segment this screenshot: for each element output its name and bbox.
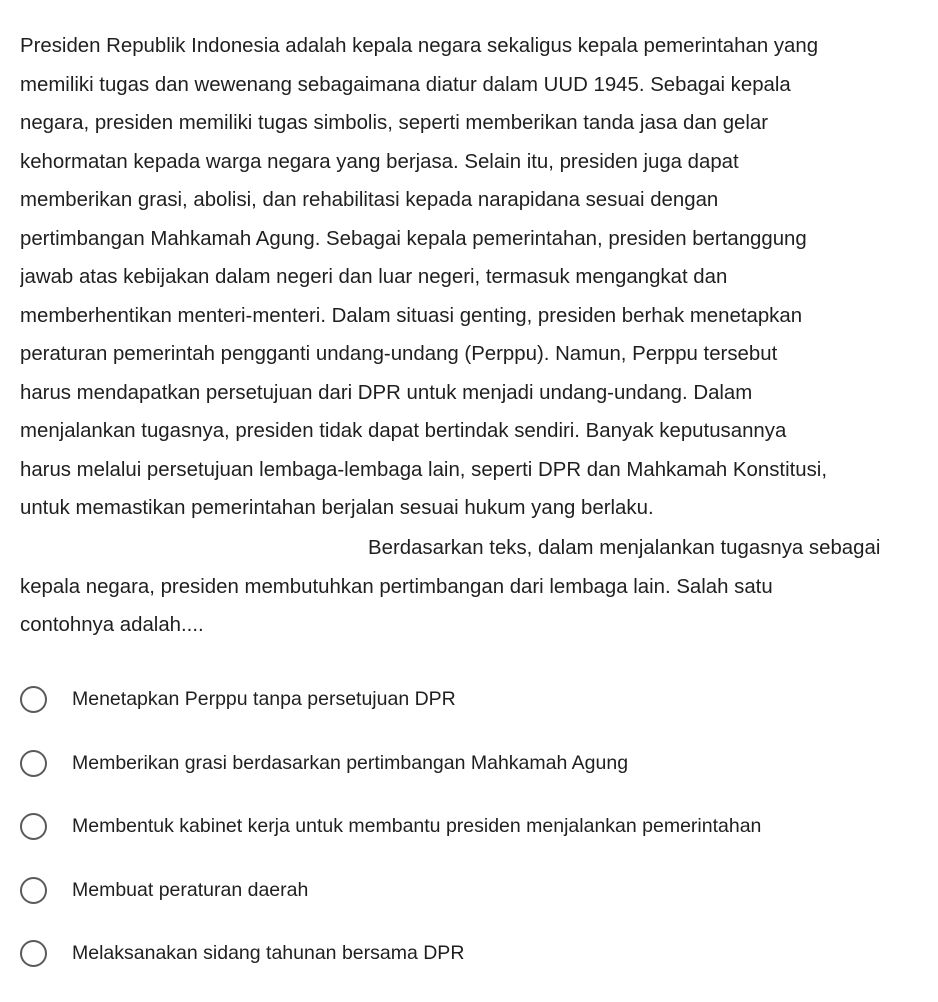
option-label: Melaksanakan sidang tahunan bersama DPR	[72, 941, 465, 964]
passage-line: memiliki tugas dan wewenang sebagaimana diatur dalam UUD 1945. Sebagai kepala	[20, 73, 791, 96]
reading-passage	[20, 27, 938, 528]
question-line: Berdasarkan teks, dalam menjalankan tugasnya sebagai	[368, 537, 881, 559]
passage-line: negara, presiden memiliki tugas simbolis, seperti memberikan tanda jasa dan gelar	[20, 112, 769, 134]
radio-button-icon[interactable]	[20, 686, 47, 713]
passage-line: Presiden Republik Indonesia adalah kepala negara sekaligus kepala pemerintahan yang	[20, 35, 819, 57]
passage-line: kehormatan kepada warga negara yang berjasa. Selain itu, presiden juga dapat	[20, 150, 739, 173]
radio-button-icon[interactable]	[20, 940, 47, 967]
answer-option-2[interactable]	[20, 745, 900, 781]
passage-line: pertimbangan Mahkamah Agung. Sebagai kepala pemerintahan, presiden bertanggung	[20, 227, 807, 250]
option-label: Membentuk kabinet kerja untuk membantu presiden menjalankan pemerintahan	[72, 814, 762, 837]
question-line: kepala negara, presiden membutuhkan pertimbangan dari lembaga lain. Salah satu	[20, 575, 773, 598]
option-label: Memberikan grasi berdasarkan pertimbangan Mahkamah Agung	[72, 751, 629, 774]
passage-line: menjalankan tugasnya, presiden tidak dapat bertindak sendiri. Banyak keputusannya	[20, 420, 787, 442]
passage-line: memberhentikan menteri-menteri. Dalam situasi genting, presiden berhak menetapkan	[20, 304, 803, 327]
passage-line: peraturan pemerintah pengganti undang-undang (Perppu). Namun, Perppu tersebut	[20, 343, 778, 365]
passage-line: untuk memastikan pemerintahan berjalan sesuai hukum yang berlaku.	[20, 497, 654, 519]
passage-line: harus melalui persetujuan lembaga-lembaga lain, seperti DPR dan Mahkamah Konstitusi,	[20, 458, 827, 481]
question-prompt	[20, 529, 938, 645]
passage-line: harus mendapatkan persetujuan dari DPR untuk menjadi undang-undang. Dalam	[20, 381, 753, 404]
option-label: Membuat peraturan daerah	[72, 878, 309, 901]
radio-button-icon[interactable]	[20, 877, 47, 904]
radio-button-icon[interactable]	[20, 813, 47, 840]
radio-button-icon[interactable]	[20, 750, 47, 777]
option-label: Menetapkan Perppu tanpa persetujuan DPR	[72, 687, 456, 710]
answer-option-3[interactable]	[20, 808, 900, 844]
passage-line: jawab atas kebijakan dalam negeri dan luar negeri, termasuk mengangkat dan	[20, 266, 728, 288]
answer-option-1[interactable]	[20, 681, 900, 717]
question-line: contohnya adalah....	[20, 614, 204, 636]
passage-line: memberikan grasi, abolisi, dan rehabilitasi kepada narapidana sesuai dengan	[20, 189, 719, 211]
answer-option-4[interactable]	[20, 872, 900, 908]
answer-option-5[interactable]	[20, 935, 900, 971]
